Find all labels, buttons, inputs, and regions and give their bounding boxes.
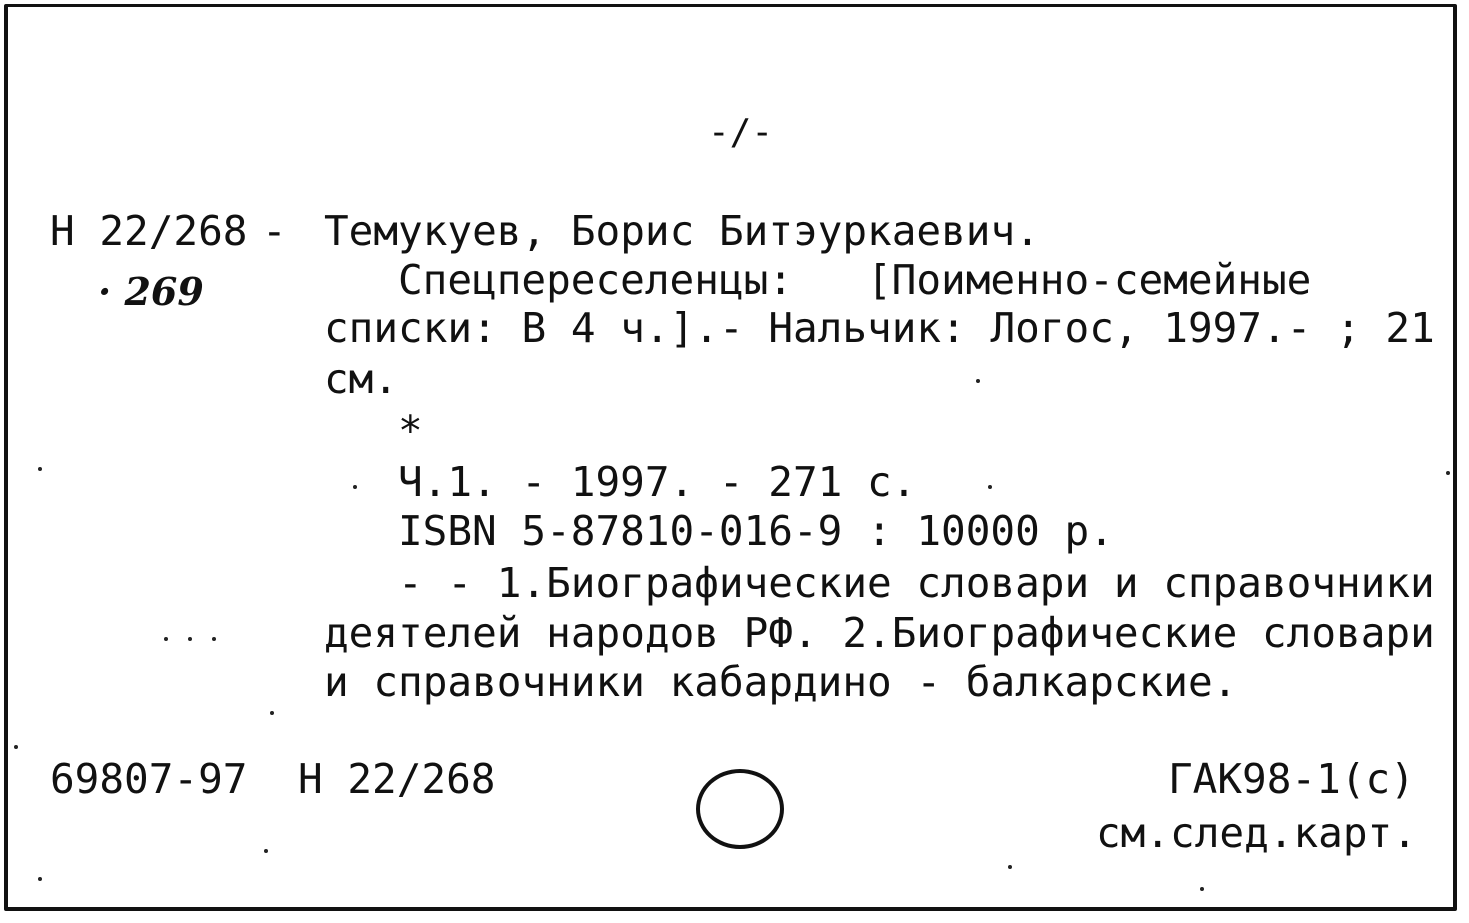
punch-hole <box>696 769 784 849</box>
subjects-line-2: деятелей народов РФ. 2.Биографические словари <box>324 609 1435 657</box>
continued-note: см.след.карт. <box>1096 809 1417 857</box>
catalog-card <box>4 4 1457 911</box>
title-line-3: см. <box>324 355 399 403</box>
catalog-code: ГАК98-1(с) <box>1168 755 1415 803</box>
scan-speck <box>164 637 168 641</box>
page-number: -/- <box>708 112 774 153</box>
author: Темукуев, Борис Битэуркаевич. <box>324 207 1040 255</box>
scan-speck <box>38 467 42 471</box>
subjects-line-1: - - 1.Биографические словари и справочники <box>398 559 1435 607</box>
handwritten-note: · 269 <box>98 269 204 314</box>
scan-speck <box>353 485 357 489</box>
subjects-line-3: и справочники кабардино - балкарские. <box>324 658 1238 706</box>
separator: * <box>398 407 423 455</box>
scan-speck <box>1446 471 1450 475</box>
scan-speck <box>212 637 216 641</box>
scan-speck <box>270 711 274 715</box>
scan-speck <box>38 877 42 881</box>
scan-speck <box>188 637 192 641</box>
call-number-dash: - <box>262 207 287 255</box>
scan-speck <box>976 379 980 383</box>
footer-call-number: Н 22/268 <box>298 755 496 803</box>
title-line-2: списки: В 4 ч.].- Нальчик: Логос, 1997.- ; 21 <box>324 304 1435 352</box>
scan-speck <box>264 849 268 853</box>
scan-speck <box>988 485 992 489</box>
volume: Ч.1. - 1997. - 271 с. <box>398 458 917 506</box>
isbn: ISBN 5-87810-016-9 : 10000 р. <box>398 507 1114 555</box>
title-line-1: Спецпереселенцы: [Поименно-семейные <box>398 256 1312 304</box>
call-number: Н 22/268 <box>50 207 248 255</box>
scan-speck <box>14 745 18 749</box>
scan-speck <box>1200 887 1204 891</box>
scan-speck <box>1008 865 1012 869</box>
inventory-number: 69807-97 <box>50 755 248 803</box>
